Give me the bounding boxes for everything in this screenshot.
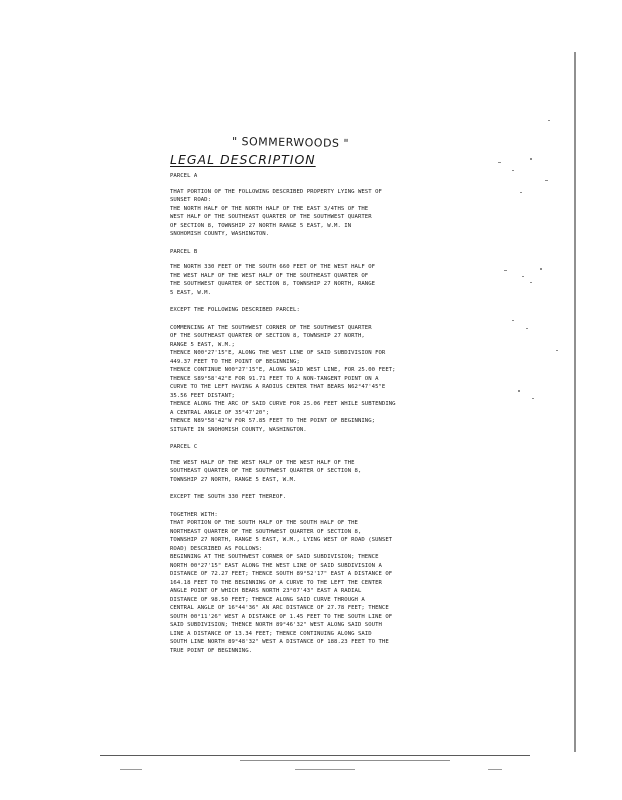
parcel-c-label: PARCEL C [170, 444, 198, 450]
parcel-c-together-line: ROAD) DESCRIBED AS FOLLOWS: [170, 545, 263, 552]
parcel-c-together-line: TOWNSHIP 27 NORTH, RANGE 5 EAST, W.M., LYING WEST OF ROAD (SUNSET [170, 537, 393, 543]
parcel-b-except-line: THENCE CONTINUE N00°27'15"E, ALONG SAID WEST LINE, FOR 25.00 FEET; [170, 367, 396, 373]
bottom-mark [488, 769, 502, 770]
bottom-mark [120, 769, 142, 770]
parcel-b-except-line: CURVE TO THE LEFT HAVING A RADIUS CENTER THAT BEARS N62°47'45"E [170, 384, 386, 390]
parcel-b-except-line: COMMENCING AT THE SOUTHWEST CORNER OF THE SOUTHWEST QUARTER [170, 324, 372, 331]
parcel-b-except-line: THENCE ALONG THE ARC OF SAID CURVE FOR 25.06 FEET WHILE SUBTENDING [170, 401, 396, 407]
parcel-a-line: SNOHOMISH COUNTY, WASHINGTON. [170, 231, 270, 237]
parcel-c-together-line: 164.18 FEET TO THE BEGINNING OF A CURVE TO THE LEFT THE CENTER [170, 579, 382, 586]
parcel-c-line: THE WEST HALF OF THE WEST HALF OF THE WEST HALF OF THE [170, 459, 355, 466]
parcel-c-together-line: SOUTH 00°11'26" WEST A DISTANCE OF 1.45 FEET TO THE SOUTH LINE OF [170, 613, 393, 620]
parcel-b-line: 5 EAST, W.M. [170, 289, 212, 296]
parcel-c-together-label: TOGETHER WITH: [170, 511, 218, 518]
parcel-a-section [170, 172, 415, 239]
parcel-b-except-line: RANGE 5 EAST, W.M.; [170, 341, 235, 348]
page-heading: LEGAL DESCRIPTION [170, 152, 316, 167]
parcel-a-line: WEST HALF OF THE SOUTHEAST QUARTER OF THE SOUTHWEST QUARTER [170, 214, 372, 220]
parcel-c-together-line: NORTH 00°27'15" EAST ALONG THE WEST LINE OF SAID SUBDIVISION A [170, 562, 382, 569]
parcel-b-line: THE NORTH 330 FEET OF THE SOUTH 660 FEET OF THE WEST HALF OF [170, 264, 376, 270]
parcel-c-together-line: THAT PORTION OF THE SOUTH HALF OF THE SOUTH HALF OF THE [170, 520, 358, 526]
bottom-rule [100, 755, 530, 756]
parcel-c-together-line: SOUTH LINE NORTH 89°48'32" WEST A DISTANCE OF 188.23 FEET TO THE [170, 639, 389, 645]
parcel-c-together-line: TRUE POINT OF BEGINNING. [170, 647, 253, 654]
parcel-a-label: PARCEL A [170, 173, 198, 179]
handwritten-title: " SOMMERWOODS " [231, 134, 350, 151]
parcel-c-together-line: BEGINNING AT THE SOUTHWEST CORNER OF SAID SUBDIVISION; THENCE [170, 554, 379, 560]
parcel-b-except-line: THENCE N00°27'15"E, ALONG THE WEST LINE OF SAID SUBDIVISION FOR [170, 350, 386, 356]
parcel-b-except-label: EXCEPT THE FOLLOWING DESCRIBED PARCEL: [170, 307, 300, 313]
parcel-b-line: THE SOUTHWEST QUARTER OF SECTION 8, TOWNSHIP 27 NORTH, RANGE [170, 281, 376, 287]
parcel-b-except-line: THENCE N89°58'42"W FOR 57.85 FEET TO THE POINT OF BEGINNING; [170, 418, 376, 424]
parcel-b-label: PARCEL B [170, 248, 198, 255]
parcel-c-together-line: CENTRAL ANGLE OF 16°44'36" AN ARC DISTANCE OF 27.78 FEET; THENCE [170, 605, 389, 611]
parcel-c-except-label: EXCEPT THE SOUTH 330 FEET THEREOF. [170, 494, 287, 500]
parcel-c-together-line: SAID SUBDIVISION; THENCE NORTH 89°46'32" WEST ALONG SAID SOUTH [170, 622, 382, 628]
parcel-c-together-line: LINE A DISTANCE OF 13.34 FEET; THENCE CONTINUING ALONG SAID [170, 630, 372, 637]
parcel-c-together-line: ANGLE POINT OF WHICH BEARS NORTH 23°07'43" EAST A RADIAL [170, 588, 362, 594]
parcel-b-section [170, 248, 415, 435]
parcel-c-section [170, 443, 415, 655]
parcel-c-line: SOUTHEAST QUARTER OF THE SOUTHWEST QUARTER OF SECTION 8, [170, 468, 362, 474]
parcel-b-line: THE WEST HALF OF THE WEST HALF OF THE SOUTHEAST QUARTER OF [170, 272, 369, 279]
parcel-a-line: THE NORTH HALF OF THE NORTH HALF OF THE EAST 3/4THS OF THE [170, 205, 369, 212]
parcel-b-except-line: 35.56 FEET DISTANT; [170, 392, 235, 399]
parcel-c-together-line: DISTANCE OF 72.27 FEET; THENCE SOUTH 89°52'17" EAST A DISTANCE OF [170, 571, 393, 577]
parcel-c-line: TOWNSHIP 27 NORTH, RANGE 5 EAST, W.M. [170, 476, 297, 483]
parcel-b-except-line: OF THE SOUTHEAST QUARTER OF SECTION 8, TOWNSHIP 27 NORTH, [170, 333, 365, 339]
parcel-b-except-line: 449.37 FEET TO THE POINT OF BEGINNING; [170, 358, 300, 365]
scan-edge-line [574, 52, 576, 752]
parcel-a-line: OF SECTION 8, TOWNSHIP 27 NORTH RANGE 5 EAST, W.M. IN [170, 222, 352, 229]
legal-description-body [170, 172, 415, 655]
parcel-b-except-line: THENCE S89°58'42"E FOR 91.71 FEET TO A NON-TANGENT POINT ON A [170, 375, 379, 382]
bottom-mark [295, 769, 355, 770]
parcel-c-together-line: DISTANCE OF 98.50 FEET; THENCE ALONG SAID CURVE THROUGH A [170, 596, 365, 603]
parcel-b-except-line: A CENTRAL ANGLE OF 35°47'20"; [170, 409, 270, 416]
bottom-rule-secondary [240, 760, 450, 761]
parcel-b-except-line: SITUATE IN SNOHOMISH COUNTY, WASHINGTON. [170, 426, 307, 433]
parcel-a-line: SUNSET ROAD: [170, 197, 212, 203]
parcel-a-line: THAT PORTION OF THE FOLLOWING DESCRIBED PROPERTY LYING WEST OF [170, 188, 382, 195]
parcel-c-together-line: NORTHEAST QUARTER OF THE SOUTHWEST QUARTER OF SECTION 8, [170, 528, 362, 535]
